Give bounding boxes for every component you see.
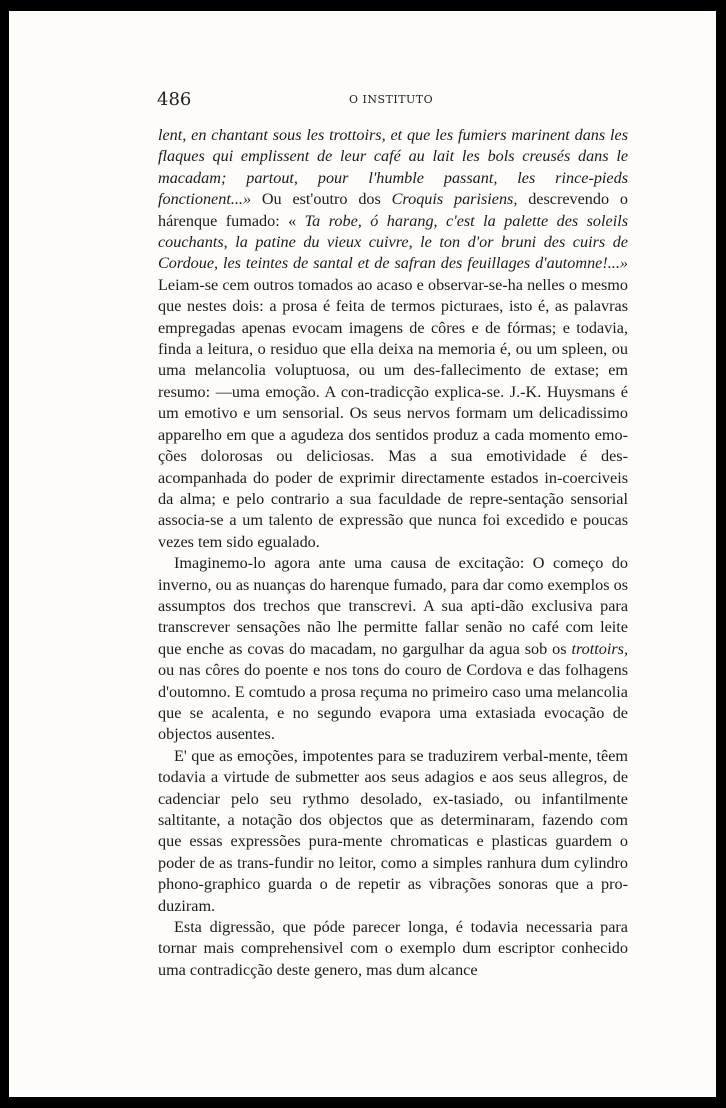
text-run: descrevendo o hárenque fumado: « (158, 190, 628, 230)
page-number: 486 (157, 89, 192, 110)
paragraph-2 (158, 553, 628, 746)
text-italic: Croquis parisiens, (391, 190, 518, 209)
text-italic: trottoirs, (571, 639, 628, 658)
text-italic: Ta robe, ó harang, c'est la palette des soleils couchants, la patine du vieux cuivre, le ton d'or bruni des cuirs de Cordoue, les teintes de santal et de safran des feuillages d'automne!...» (158, 211, 628, 273)
text-run: ou nas côres do poente e nos tons do couro de Cordova e das folhagens d'outomno. E comtudo a prosa reçuma no primeiro caso uma melancolia que se acalenta, e no segundo evapora uma extasiada evocação de objectos ausentes. (158, 661, 628, 744)
running-title: O INSTITUTO (349, 93, 434, 106)
paragraph-1 (158, 125, 628, 553)
text-run: Leiam-se cem outros tomados ao acaso e observar-se-ha nelles o mesmo que nestes dois: a prosa é feita de termos picturaes, isto é, as palavras empregadas apenas evocam imagens de côres e de fórmas; e todavia, finda a leitura, o residuo que ella deixa na memoria é, ou um spleen, ou uma melancolia voluptuosa, ou um des-fallecimento de extase; em resumo: —uma emoção. A con-tradicção explica-se. J.-K. Huysmans é um emotivo e um sensorial. Os seus nervos formam um delicadissimo apparelho em que a agudeza dos sentidos produz a cada momento emo-ções dolorosas ou deliciosas. Mas a sua emotividade é des-acompanhada do poder de exprimir directamente estados in-coerciveis da alma; e pelo contrario a sua faculdade de repre-sentação sensorial associa-se a um talento de expressão que nunca foi excedido e poucas vezes tem sido egualado. (158, 275, 628, 551)
paragraph-4 (158, 917, 628, 981)
text-run: E' que as emoções, impotentes para se traduzirem verbal-mente, têem todavia a virtude de submetter aos seus adagios e aos seus allegros, de cadenciar pelo seu rythmo desolado, ex-tasiado, ou infantilmente saltitante, a notação dos objectos que as determinaram, fazendo com que essas expressões pura-mente chromaticas e plasticas guardem o poder de as trans-fundir no leitor, como a simples ranhura dum cylindro phono-graphico guarda o de repetir as vibrações sonoras que a pro-duziram. (158, 746, 628, 915)
page-header (157, 89, 437, 119)
text-italic: lent, en chantant sous les trottoirs, et que les fumiers marinent dans les flaques qui emplissent de leur café au lait les bols creusés dans le macadam; partout, pour l'humble passant, les rince-pieds fonctionent...» (158, 126, 628, 209)
paragraph-3 (158, 746, 628, 917)
body-text (158, 125, 628, 981)
text-run: Esta digressão, que póde parecer longa, é todavia necessaria para tornar mais comprehensivel com o exemplo dum escriptor conhecido uma contradicção deste genero, mas dum alcance (158, 918, 628, 979)
text-run: Ou est'outro dos (251, 190, 392, 209)
text-run: Imaginemo-lo agora ante uma causa de excitação: O começo do inverno, ou as nuanças do harenque fumado, para dar como exemplos os assumptos dos trechos que transcrevi. A sua apti-dão exclusiva para transcrever sensações não lhe permitte fallar senão no café com leite que enche as covas do macadam, no gargulhar da agua sob os (158, 554, 628, 658)
